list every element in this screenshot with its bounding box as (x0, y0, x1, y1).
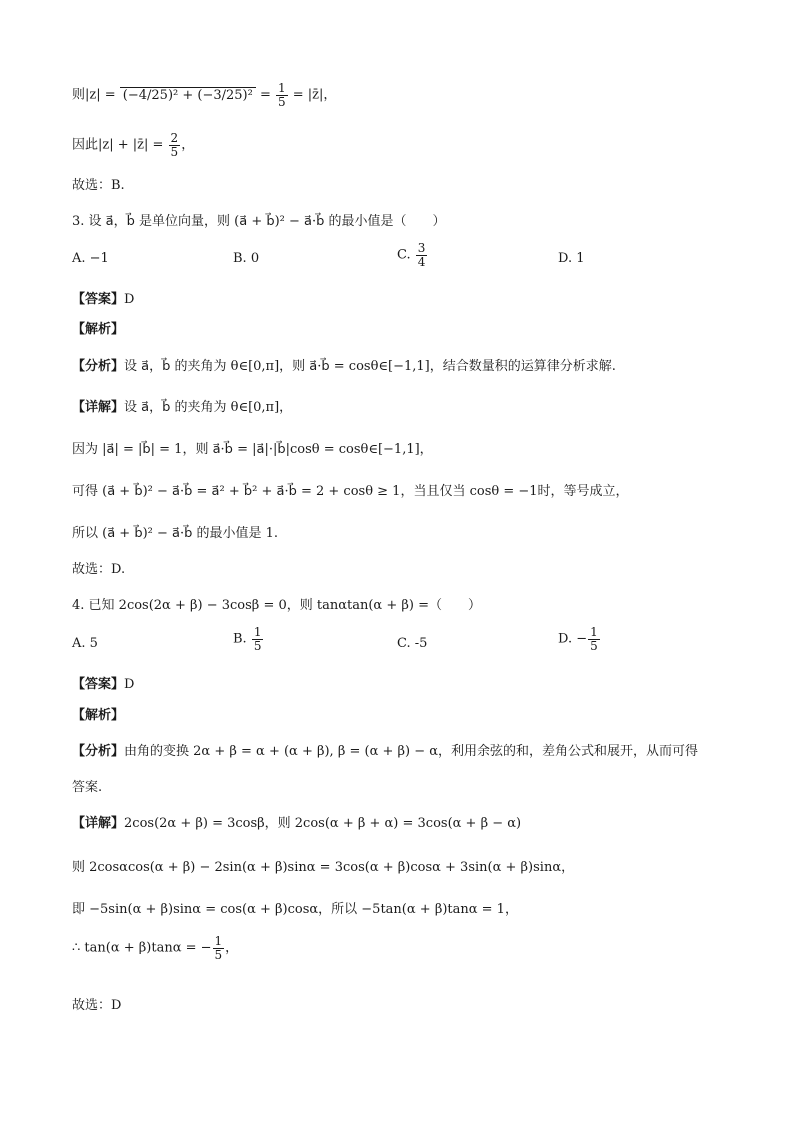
q3-option-b: B. 0 (233, 251, 260, 266)
question-4: 4. 已知 2cos(2α + β) − 3cosβ = 0，则 tanαtan(α + β) =（ ） (72, 598, 481, 613)
q4-analysis-cont: 答案. (72, 780, 103, 795)
q4-option-c: C. -5 (397, 636, 428, 651)
select-b: 故选：B. (72, 178, 125, 193)
q3-detail-line-3: 所以 (a⃗ + b⃗)² − a⃗·b⃗ 的最小值是 1. (72, 526, 279, 541)
q4-detail-line-3: ∴ tan(α + β)tanα = − $\frac{1}{5}$ ， (72, 934, 239, 962)
q4-select: 故选：D (72, 998, 122, 1013)
q3-option-c: C. $\frac{3}{4}$ (397, 241, 426, 269)
sqrt-expression: (−4/25)² + (−3/25)² (120, 87, 256, 103)
equation-line-2: 因此|z| + |z̄| = $\frac{2}{5}$ ， (72, 131, 195, 159)
q3-answer: 【答案】D (72, 292, 135, 307)
fraction-two-fifths: $\frac{2}{5}$ (170, 131, 179, 159)
q4-option-d: D. − $\frac{1}{5}$ (558, 625, 598, 653)
q3-select: 故选：D. (72, 562, 126, 577)
fraction-three-fourths: $\frac{3}{4}$ (417, 241, 426, 269)
question-3: 3. 设 a⃗，b⃗ 是单位向量，则 (a⃗ + b⃗)² − a⃗·b⃗ 的最小值是（ ） (72, 214, 446, 229)
fraction-q4-result: $\frac{1}{5}$ (214, 934, 223, 962)
q3-detail-line-2: 可得 (a⃗ + b⃗)² − a⃗·b⃗ = a⃗² + b⃗² + a⃗·b⃗ = 2 + cosθ ≥ 1，当且仅当 cosθ = −1时，等号成立， (72, 484, 629, 499)
q4-detail-line-1: 则 2cosαcos(α + β) − 2sin(α + β)sinα = 3cos(α + β)cosα + 3sin(α + β)sinα， (72, 860, 575, 875)
q3-detail: 【详解】设 a⃗，b⃗ 的夹角为 θ∈[0,π]， (72, 400, 293, 415)
q3-option-d: D. 1 (558, 251, 585, 266)
q4-detail: 【详解】2cos(2α + β) = 3cosβ，则 2cos(α + β + α) = 3cos(α + β − α) (72, 816, 522, 831)
q4-analysis: 【分析】由角的变换 2α + β = α + (α + β), β = (α + β) − α，利用余弦的和，差角公式和展开，从而可得 (72, 744, 699, 759)
q4-answer: 【答案】D (72, 677, 135, 692)
q3-option-a: A. −1 (72, 251, 109, 266)
q3-detail-line-1: 因为 |a⃗| = |b⃗| = 1，则 a⃗·b⃗ = |a⃗|·|b⃗|cosθ = cosθ∈[−1,1]， (72, 442, 433, 457)
q4-analysis-heading: 【解析】 (72, 708, 125, 723)
q3-analysis: 【分析】设 a⃗，b⃗ 的夹角为 θ∈[0,π]，则 a⃗·b⃗ = cosθ∈[−1,1]，结合数量积的运算律分析求解. (72, 359, 616, 374)
q3-analysis-heading: 【解析】 (72, 322, 125, 337)
equation-line-1: 则|z| = (−4/25)² + (−3/25)² = $\frac{1}{5}$ = |z̄|， (72, 81, 337, 109)
q4-detail-line-2: 即 −5sin(α + β)sinα = cos(α + β)cosα，所以 −5tan(α + β)tanα = 1， (72, 902, 518, 917)
fraction-one-fifth: $\frac{1}{5}$ (278, 81, 286, 109)
q4-option-b: B. $\frac{1}{5}$ (233, 625, 262, 653)
fraction-q4-b: $\frac{1}{5}$ (253, 625, 262, 653)
fraction-q4-d: $\frac{1}{5}$ (590, 625, 598, 653)
q4-option-a: A. 5 (72, 636, 98, 651)
